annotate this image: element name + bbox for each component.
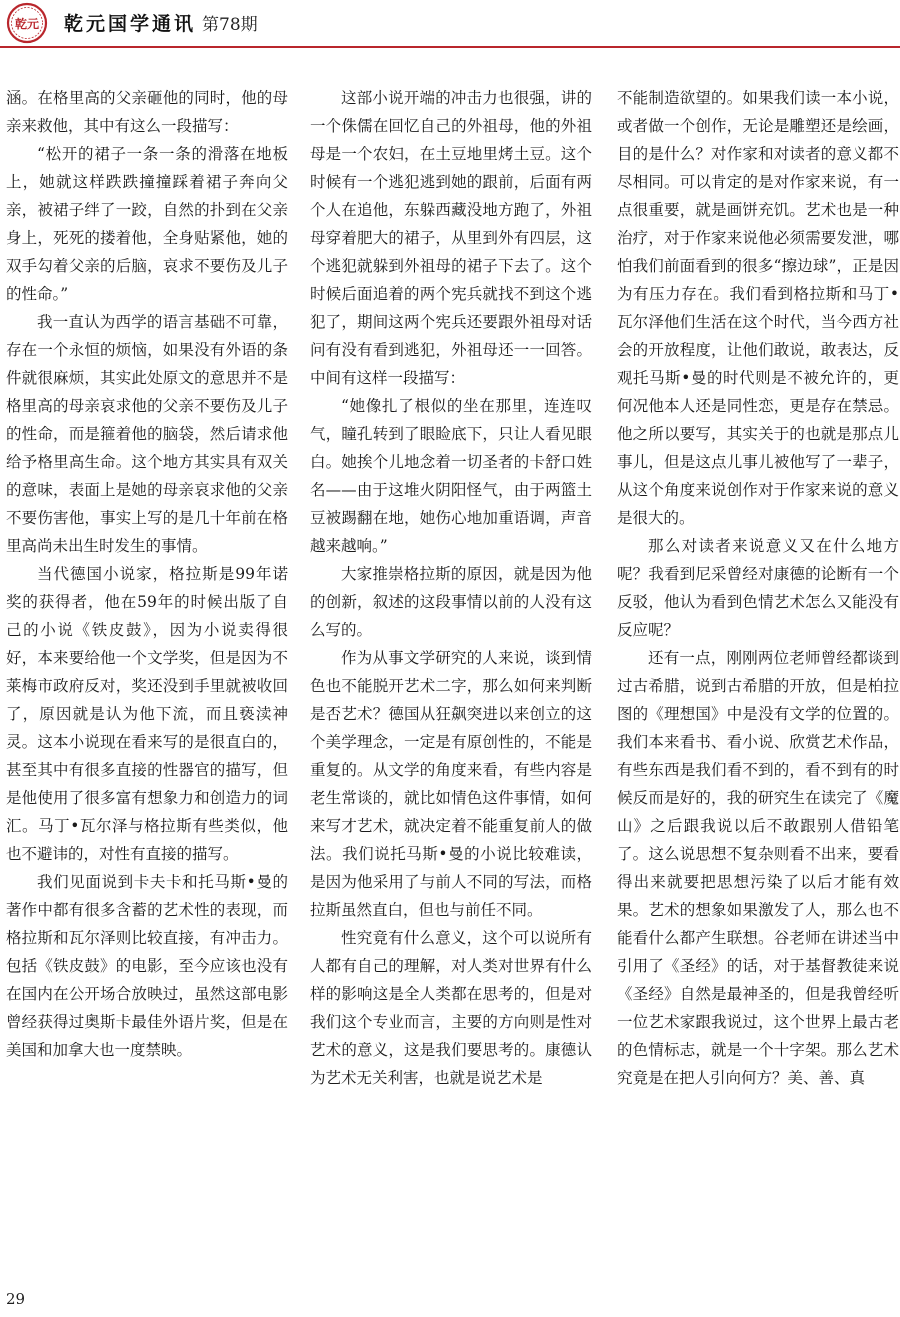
paragraph: 我们见面说到卡夫卡和托马斯•曼的著作中都有很多含蓄的艺术性的表现，而格拉斯和瓦尔泽则比较直接，有冲击力。包括《铁皮鼓》的电影，至今应该也没有在国内在公开场合放映过，虽然这部电影曾经获得过奥斯卡最佳外语片奖，但是在美国和加拿大也一度禁映。 [6,873,288,1059]
svg-text:乾元: 乾元 [14,17,40,31]
text-column-3 [617,84,899,1264]
text-column-1 [6,84,288,1264]
paragraph: 还有一点，刚刚两位老师曾经都谈到过古希腊，说到古希腊的开放，但是柏拉图的《理想国》中是没有文学的位置的。我们本来看书、看小说、欣赏艺术作品，有些东西是我们看不到的，看不到有的时候反而是好的，我的研究生在读完了《魔山》之后跟我说以后不敢跟别人借铅笔了。这么说思想不复杂则看不出来，要看得出来就要把思想污染了以后才能有效果。艺术的想象如果激发了人，那么也不能看什么都产生联想。谷老师在讲述当中引用了《圣经》的话，对于基督教徒来说《圣经》自然是最神圣的，但是我曾经听一位艺术家跟我说过，这个世界上最古老的色情标志，就是一个十字架。那么艺术究竟是在把人引向何方？美、善、真 [617,649,899,1087]
journal-title: 乾元国学通讯 [64,13,197,35]
paragraph: 这部小说开端的冲击力也很强，讲的一个侏儒在回忆自己的外祖母，他的外祖母是一个农妇，在土豆地里烤土豆。这个时候有一个逃犯逃到她的跟前，后面有两个人在追他，东躲西藏没地方跑了，外祖母穿着肥大的裙子，从里到外有四层，这个逃犯就躲到外祖母的裙子下去了。这个时候后面追着的两个宪兵就找不到这个逃犯了，期间这两个宪兵还要跟外祖母对话问有没有看到逃犯，外祖母还一一回答。中间有这样一段描写： [310,89,592,387]
seal-logo-icon [6,2,48,44]
paragraph: 作为从事文学研究的人来说，谈到情色也不能脱开艺术二字，那么如何来判断是否艺术？德国从狂飙突进以来创立的这个美学理念，一定是有原创性的，不能是重复的。从文学的角度来看，有些内容是老生常谈的，就比如情色这件事情，如何来写才艺术，就决定着不能重复前人的做法。我们说托马斯•曼的小说比较难读，是因为他采用了与前人不同的写法，而格拉斯虽然直白，但也与前任不同。 [310,649,592,919]
header-divider [0,46,900,48]
paragraph: “松开的裙子一条一条的滑落在地板上，她就这样跌跌撞撞踩着裙子奔向父亲，被裙子绊了一跤，自然的扑到在父亲身上，死死的搂着他，全身贴紧他，她的双手勾着父亲的后脑，哀求不要伤及儿子的性命。” [6,145,288,303]
paragraph: 我一直认为西学的语言基础不可靠，存在一个永恒的烦恼，如果没有外语的条件就很麻烦，其实此处原文的意思并不是格里高的母亲哀求他的父亲不要伤及儿子的性命，而是箍着他的脑袋，然后请求他给予格里高生命。这个地方其实具有双关的意味，表面上是她的母亲哀求他的父亲不要伤害他，事实上写的是几十年前在格里高尚未出生时发生的事情。 [6,313,288,555]
paragraph: “她像扎了根似的坐在那里，连连叹气，瞳孔转到了眼睑底下，只让人看见眼白。她挨个儿地念着一切圣者的卡舒口姓名——由于这堆火阴阳怪气，由于两篮土豆被踢翻在地，她伤心地加重语调，声音越来越响。” [310,397,592,555]
issue-number: 第78期 [202,15,258,35]
paragraph: 当代德国小说家，格拉斯是99年诺奖的获得者，他在59年的时候出版了自己的小说《铁皮鼓》，因为小说卖得很好，本来要给他一个文学奖，但是因为不莱梅市政府反对，奖还没到手里就被收回了，原因就是认为他下流，而且亵渎神灵。这本小说现在看来写的是很直白的，甚至其中有很多直接的性器官的描写，但是他使用了很多富有想象力和创造力的词汇。马丁•瓦尔泽与格拉斯有些类似，他也不避讳的，对性有直接的描写。 [6,565,288,863]
paragraph: 不能制造欲望的。如果我们读一本小说，或者做一个创作，无论是雕塑还是绘画，目的是什么？对作家和对读者的意义都不尽相同。可以肯定的是对作家来说，有一点很重要，就是画饼充饥。艺术也是一种治疗，对于作家来说他必须需要发泄，哪怕我们前面看到的很多“擦边球”，正是因为有压力存在。我们看到格拉斯和马丁•瓦尔泽他们生活在这个时代，当今西方社会的开放程度，让他们敢说，敢表达，反观托马斯•曼的时代则是不被允许的，更何况他本人还是同性恋，更是存在禁忌。他之所以要写，其实关于的也就是那点儿事儿，但是这点儿事儿被他写了一辈子，从这个角度来说创作对于作家来说的意义是很大的。 [617,89,899,527]
paragraph: 性究竟有什么意义，这个可以说所有人都有自己的理解，对人类对世界有什么样的影响这是全人类都在思考的，但是对我们这个专业而言，主要的方向则是性对艺术的意义，这是我们要思考的。康德认为艺术无关利害，也就是说艺术是 [310,929,592,1087]
paragraph: 那么对读者来说意义又在什么地方呢？我看到尼采曾经对康德的论断有一个反驳，他认为看到色情艺术怎么又能没有反应呢？ [617,537,899,639]
paragraph: 涵。在格里高的父亲砸他的同时，他的母亲来救他，其中有这么一段描写： [6,89,288,135]
text-column-2 [310,84,592,1264]
paragraph: 大家推崇格拉斯的原因，就是因为他的创新，叙述的这段事情以前的人没有这么写的。 [310,565,592,639]
page-header [0,0,900,52]
page-number: 29 [6,1290,26,1308]
